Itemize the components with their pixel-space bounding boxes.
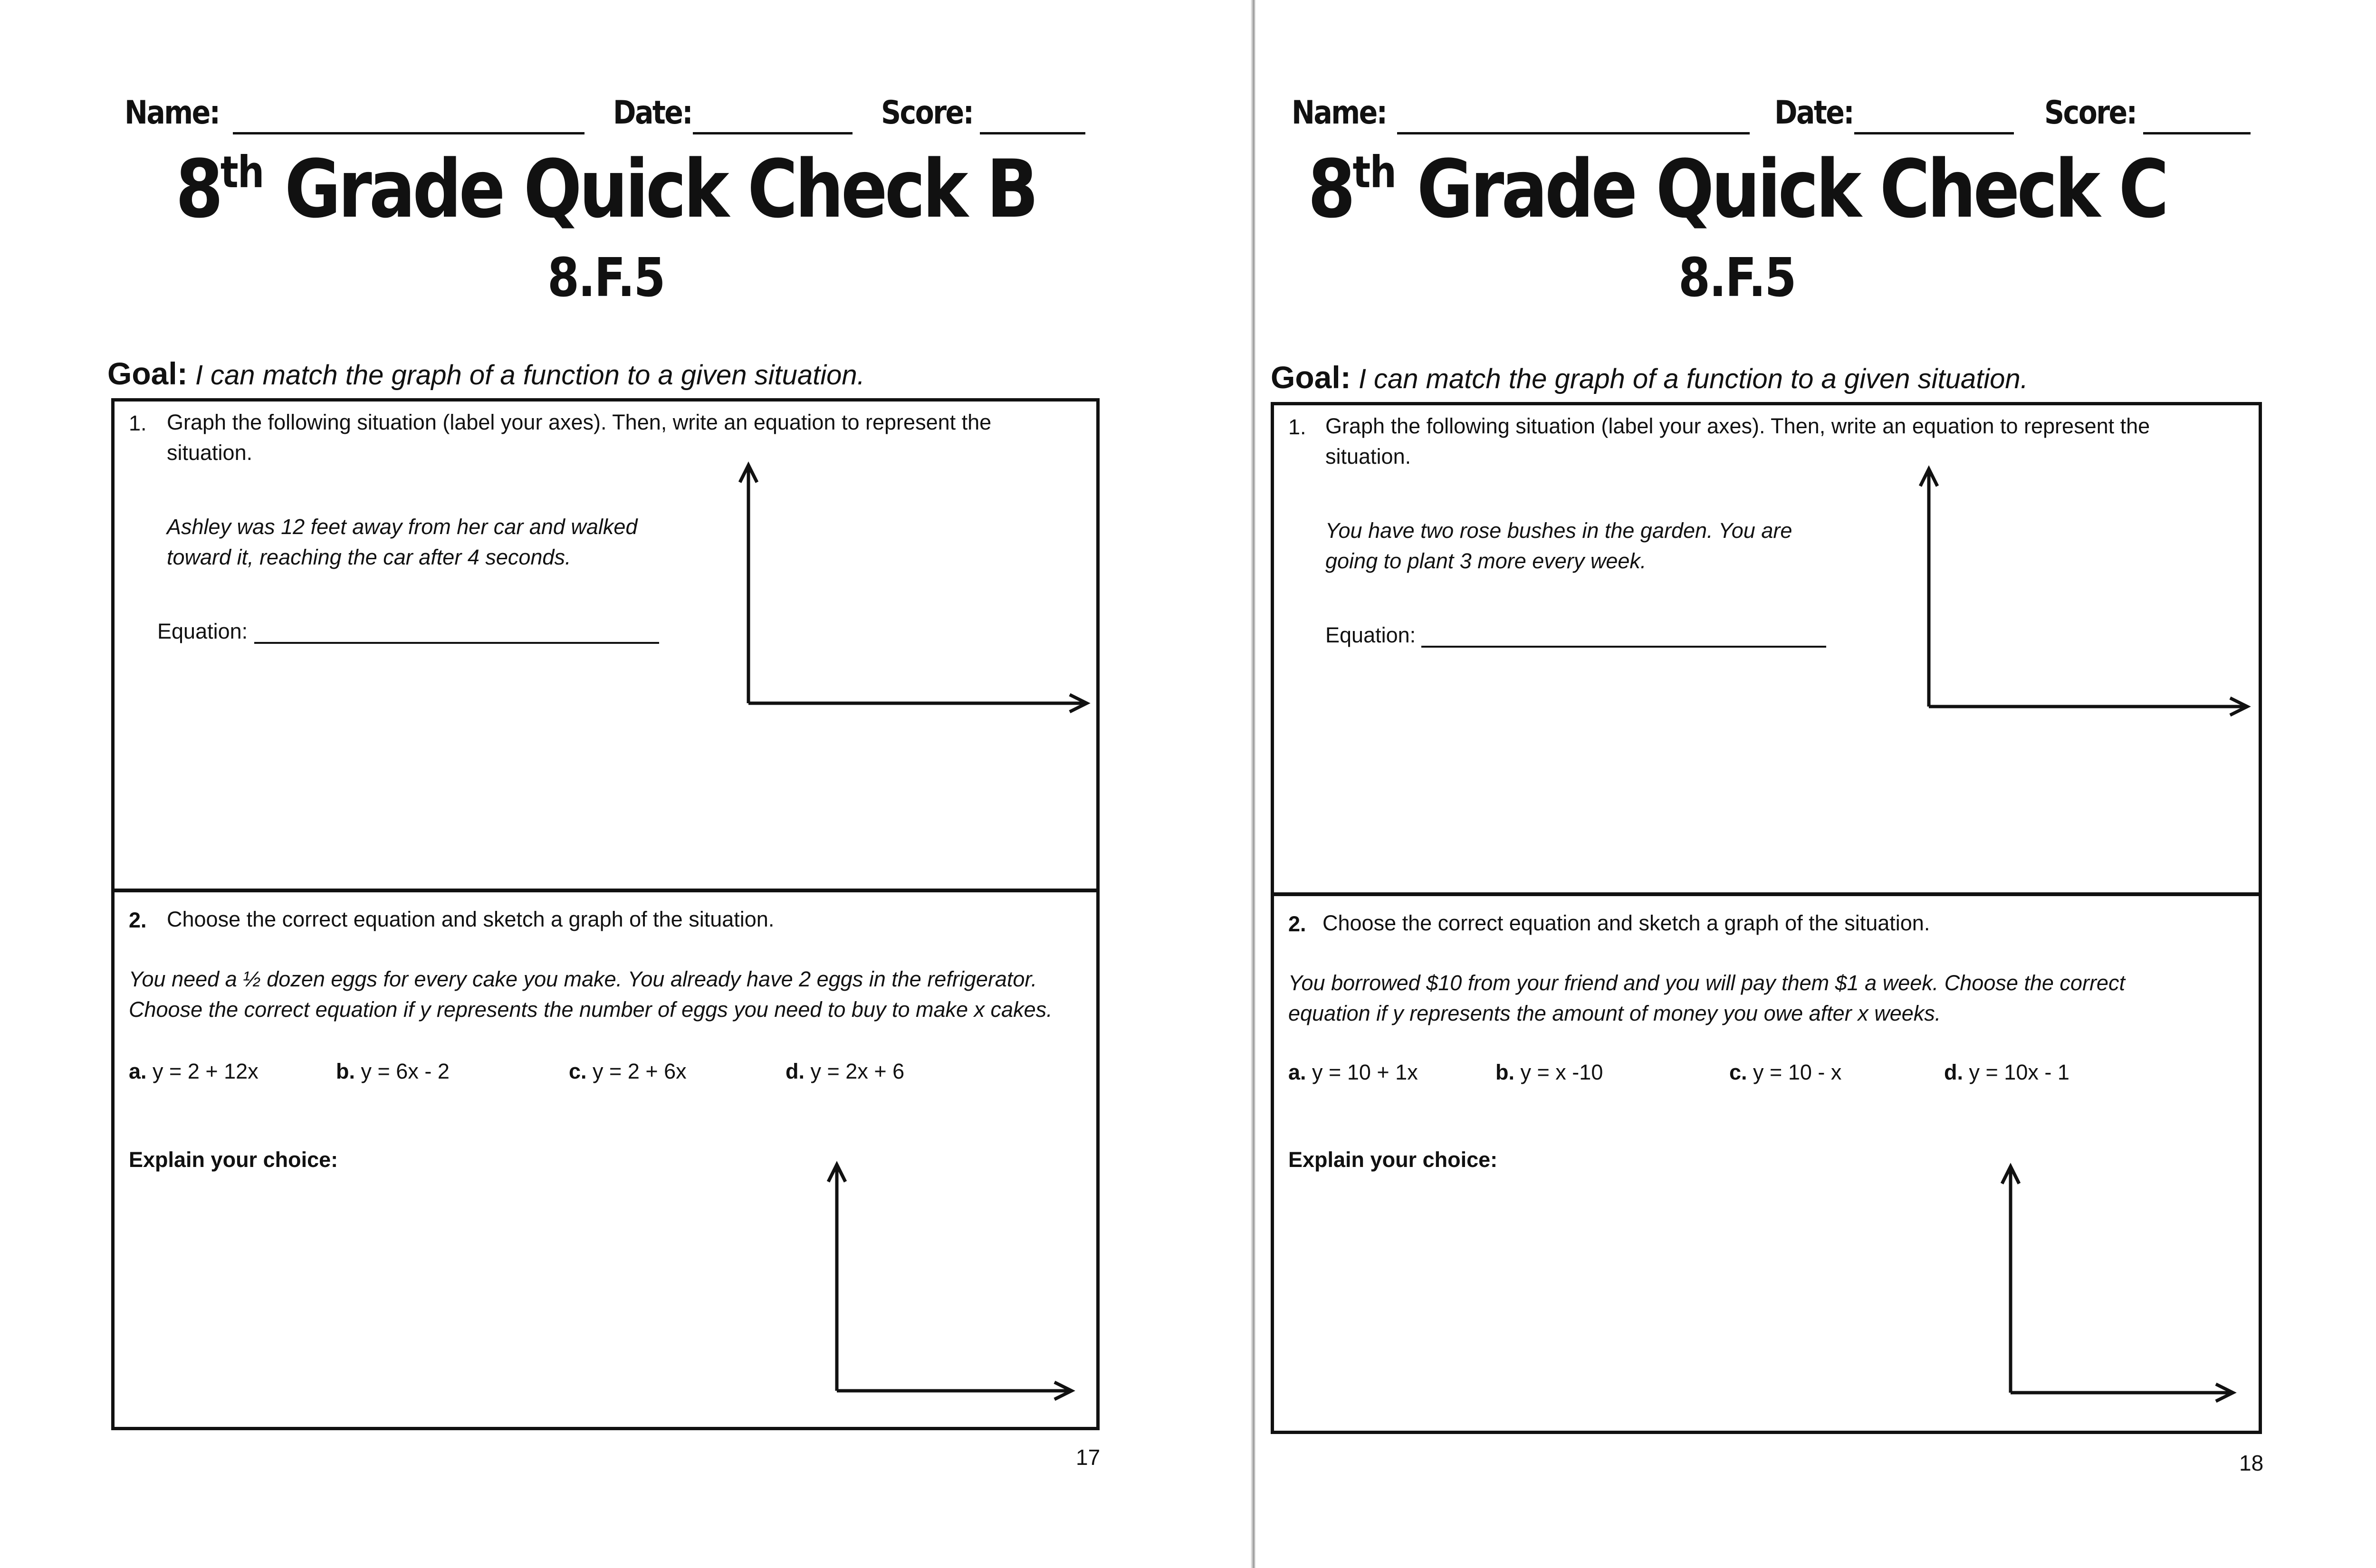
equation-label: Equation: [157, 619, 248, 643]
question-number: 1. [129, 411, 147, 435]
explain-label: Explain your choice: [1288, 1147, 1498, 1172]
question-prompt: Graph the following situation (label your axes). Then, write an equation to represent the situation. [1325, 414, 2150, 468]
choice-b[interactable]: b. y = 6x - 2 [336, 1059, 450, 1083]
question-2-box [111, 889, 1100, 1430]
graph-axes[interactable] [732, 459, 1103, 725]
equation-label: Equation: [1325, 623, 1416, 647]
question-1-box [111, 398, 1100, 892]
goal-text: I can match the graph of a function to a given situation. [195, 360, 865, 391]
name-field[interactable] [233, 132, 584, 134]
scenario-text: You borrowed $10 from your friend and you will pay them $1 a week. Choose the correct equation if y represents the amount of money you owe after x weeks. [1288, 971, 2125, 1025]
date-field[interactable] [1854, 132, 2014, 134]
name-field[interactable] [1397, 132, 1750, 134]
date-label: Date: [1774, 94, 1854, 132]
page-number: 18 [2239, 1451, 2264, 1475]
goal-label: Goal: [107, 356, 188, 391]
page-title: 8th Grade Quick Check C [1307, 143, 2166, 236]
goal-statement [107, 355, 865, 392]
score-field[interactable] [980, 132, 1085, 134]
question-1-box [1271, 402, 2262, 896]
question-prompt: Graph the following situation (label your axes). Then, write an equation to represent the situation. [167, 410, 992, 465]
page-title: 8th Grade Quick Check B [175, 143, 1036, 236]
choice-b[interactable]: b. y = x -10 [1495, 1060, 1603, 1084]
name-label: Name: [125, 94, 220, 132]
score-label: Score: [2044, 94, 2136, 132]
graph-axes[interactable] [1996, 1160, 2253, 1407]
scenario-text: You have two rose bushes in the garden. You are going to plant 3 more every week. [1325, 518, 1792, 573]
score-field[interactable] [2143, 132, 2251, 134]
question-2-box [1271, 892, 2262, 1434]
scenario-text: Ashley was 12 feet away from her car and walked toward it, reaching the car after 4 seconds. [167, 515, 638, 569]
standard-code: 8.F.5 [1678, 247, 1795, 309]
question-prompt: Choose the correct equation and sketch a graph of the situation. [1322, 911, 1930, 935]
score-label: Score: [881, 94, 973, 132]
goal-text: I can match the graph of a function to a given situation. [1358, 363, 2028, 394]
date-label: Date: [613, 94, 692, 132]
choice-c[interactable]: c. y = 2 + 6x [569, 1059, 687, 1083]
worksheet-page-right [1212, 0, 2376, 1568]
goal-label: Goal: [1271, 360, 1351, 395]
equation-answer-line[interactable] [1421, 646, 1826, 648]
question-number: 1. [1288, 415, 1306, 439]
choice-c[interactable]: c. y = 10 - x [1729, 1060, 1842, 1084]
goal-statement [1271, 359, 2028, 395]
explain-label: Explain your choice: [129, 1147, 338, 1172]
name-label: Name: [1292, 94, 1387, 132]
question-number: 2. [129, 908, 147, 932]
standard-code: 8.F.5 [547, 247, 664, 309]
page-number: 17 [1076, 1445, 1101, 1470]
scenario-text: You need a ½ dozen eggs for every cake you make. You already have 2 eggs in the refrigerator. Choose the correct equation if y represents the number of eggs you need to buy to make x cakes. [129, 967, 1053, 1022]
choice-d[interactable]: d. y = 2x + 6 [786, 1059, 905, 1083]
choice-d[interactable]: d. y = 10x - 1 [1944, 1060, 2069, 1084]
question-number: 2. [1288, 912, 1306, 936]
date-field[interactable] [693, 132, 853, 134]
equation-answer-line[interactable] [254, 642, 659, 644]
graph-axes[interactable] [1913, 462, 2264, 728]
choice-a[interactable]: a. y = 10 + 1x [1288, 1060, 1418, 1084]
question-prompt: Choose the correct equation and sketch a graph of the situation. [167, 907, 775, 931]
choice-a[interactable]: a. y = 2 + 12x [129, 1059, 259, 1083]
graph-axes[interactable] [823, 1158, 1089, 1405]
